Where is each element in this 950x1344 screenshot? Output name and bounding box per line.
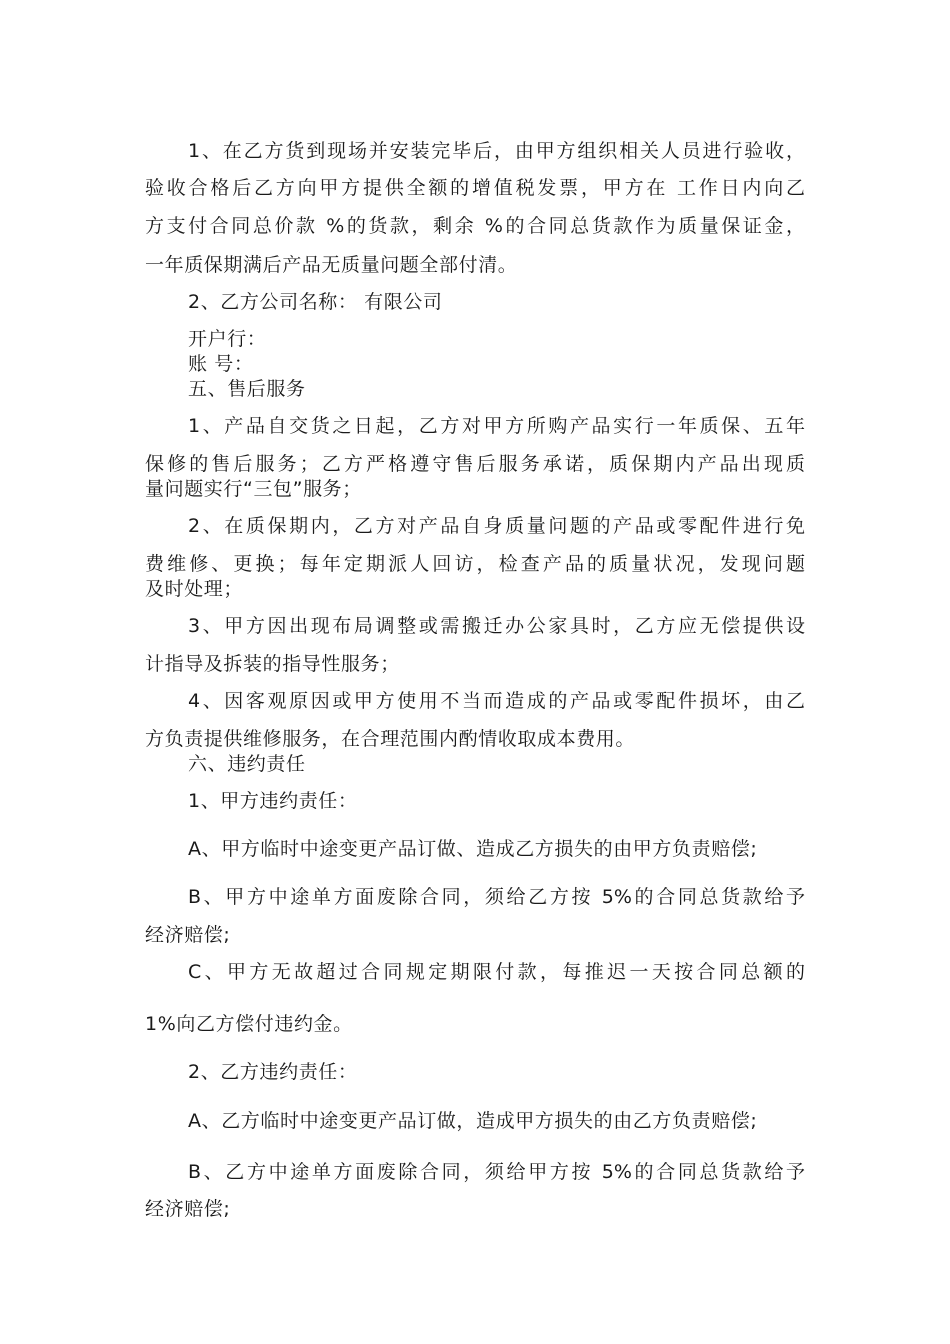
para-1-line-2: 验收合格后乙方向甲方提供全额的增值税发票，甲方在 工作日内向乙: [145, 177, 805, 199]
after-sales-3-line-1: 3、甲方因出现布局调整或需搬迁办公家具时，乙方应无偿提供设: [188, 615, 805, 637]
section-heading-after-sales: 五、售后服务: [188, 378, 306, 400]
bank-line: 开户行：: [188, 328, 267, 350]
section-heading-breach: 六、违约责任: [188, 753, 306, 775]
party-a-breach-a: A、甲方临时中途变更产品订做、造成乙方损失的由甲方负责赔偿;: [188, 838, 758, 860]
company-name-line: 2、乙方公司名称： 有限公司: [188, 291, 443, 313]
after-sales-4-line-1: 4、因客观原因或甲方使用不当而造成的产品或零配件损坏，由乙: [188, 690, 805, 712]
account-line: 账 号：: [188, 353, 254, 375]
party-b-breach-b-line-1: B、乙方中途单方面废除合同，须给甲方按 5%的合同总货款给予: [188, 1161, 805, 1183]
party-a-breach-b-line-1: B、甲方中途单方面废除合同，须给乙方按 5%的合同总货款给予: [188, 886, 805, 908]
after-sales-1-line-3: 量问题实行“三包”服务；: [145, 478, 362, 500]
after-sales-1-line-2: 保修的售后服务；乙方严格遵守售后服务承诺，质保期内产品出现质: [145, 453, 805, 475]
after-sales-2-line-2: 费维修、更换；每年定期派人回访，检查产品的质量状况，发现问题: [145, 553, 805, 575]
party-a-breach-c-line-1: C、甲方无故超过合同规定期限付款，每推迟一天按合同总额的: [188, 961, 805, 983]
after-sales-3-line-2: 计指导及拆装的指导性服务；: [145, 653, 400, 675]
party-b-breach-b-line-2: 经济赔偿;: [145, 1198, 231, 1220]
after-sales-1-line-1: 1、产品自交货之日起，乙方对甲方所购产品实行一年质保、五年: [188, 415, 805, 437]
para-1-line-3: 方支付合同总价款 %的货款，剩余 %的合同总货款作为质量保证金，: [145, 215, 805, 237]
after-sales-2-line-1: 2、在质保期内，乙方对产品自身质量问题的产品或零配件进行免: [188, 515, 805, 537]
party-b-breach-heading: 2、乙方违约责任：: [188, 1061, 358, 1083]
party-b-breach-a: A、乙方临时中途变更产品订做，造成甲方损失的由乙方负责赔偿;: [188, 1110, 758, 1132]
para-1-line-4: 一年质保期满后产品无质量问题全部付清。: [145, 254, 518, 276]
para-1-line-1: 1、在乙方货到现场并安装完毕后，由甲方组织相关人员进行验收，: [188, 140, 805, 162]
party-a-breach-heading: 1、甲方违约责任：: [188, 790, 358, 812]
after-sales-4-line-2: 方负责提供维修服务，在合理范围内酌情收取成本费用。: [145, 728, 636, 750]
after-sales-2-line-3: 及时处理；: [145, 578, 244, 600]
party-a-breach-b-line-2: 经济赔偿;: [145, 924, 231, 946]
party-a-breach-c-line-2: 1%向乙方偿付违约金。: [145, 1013, 353, 1035]
